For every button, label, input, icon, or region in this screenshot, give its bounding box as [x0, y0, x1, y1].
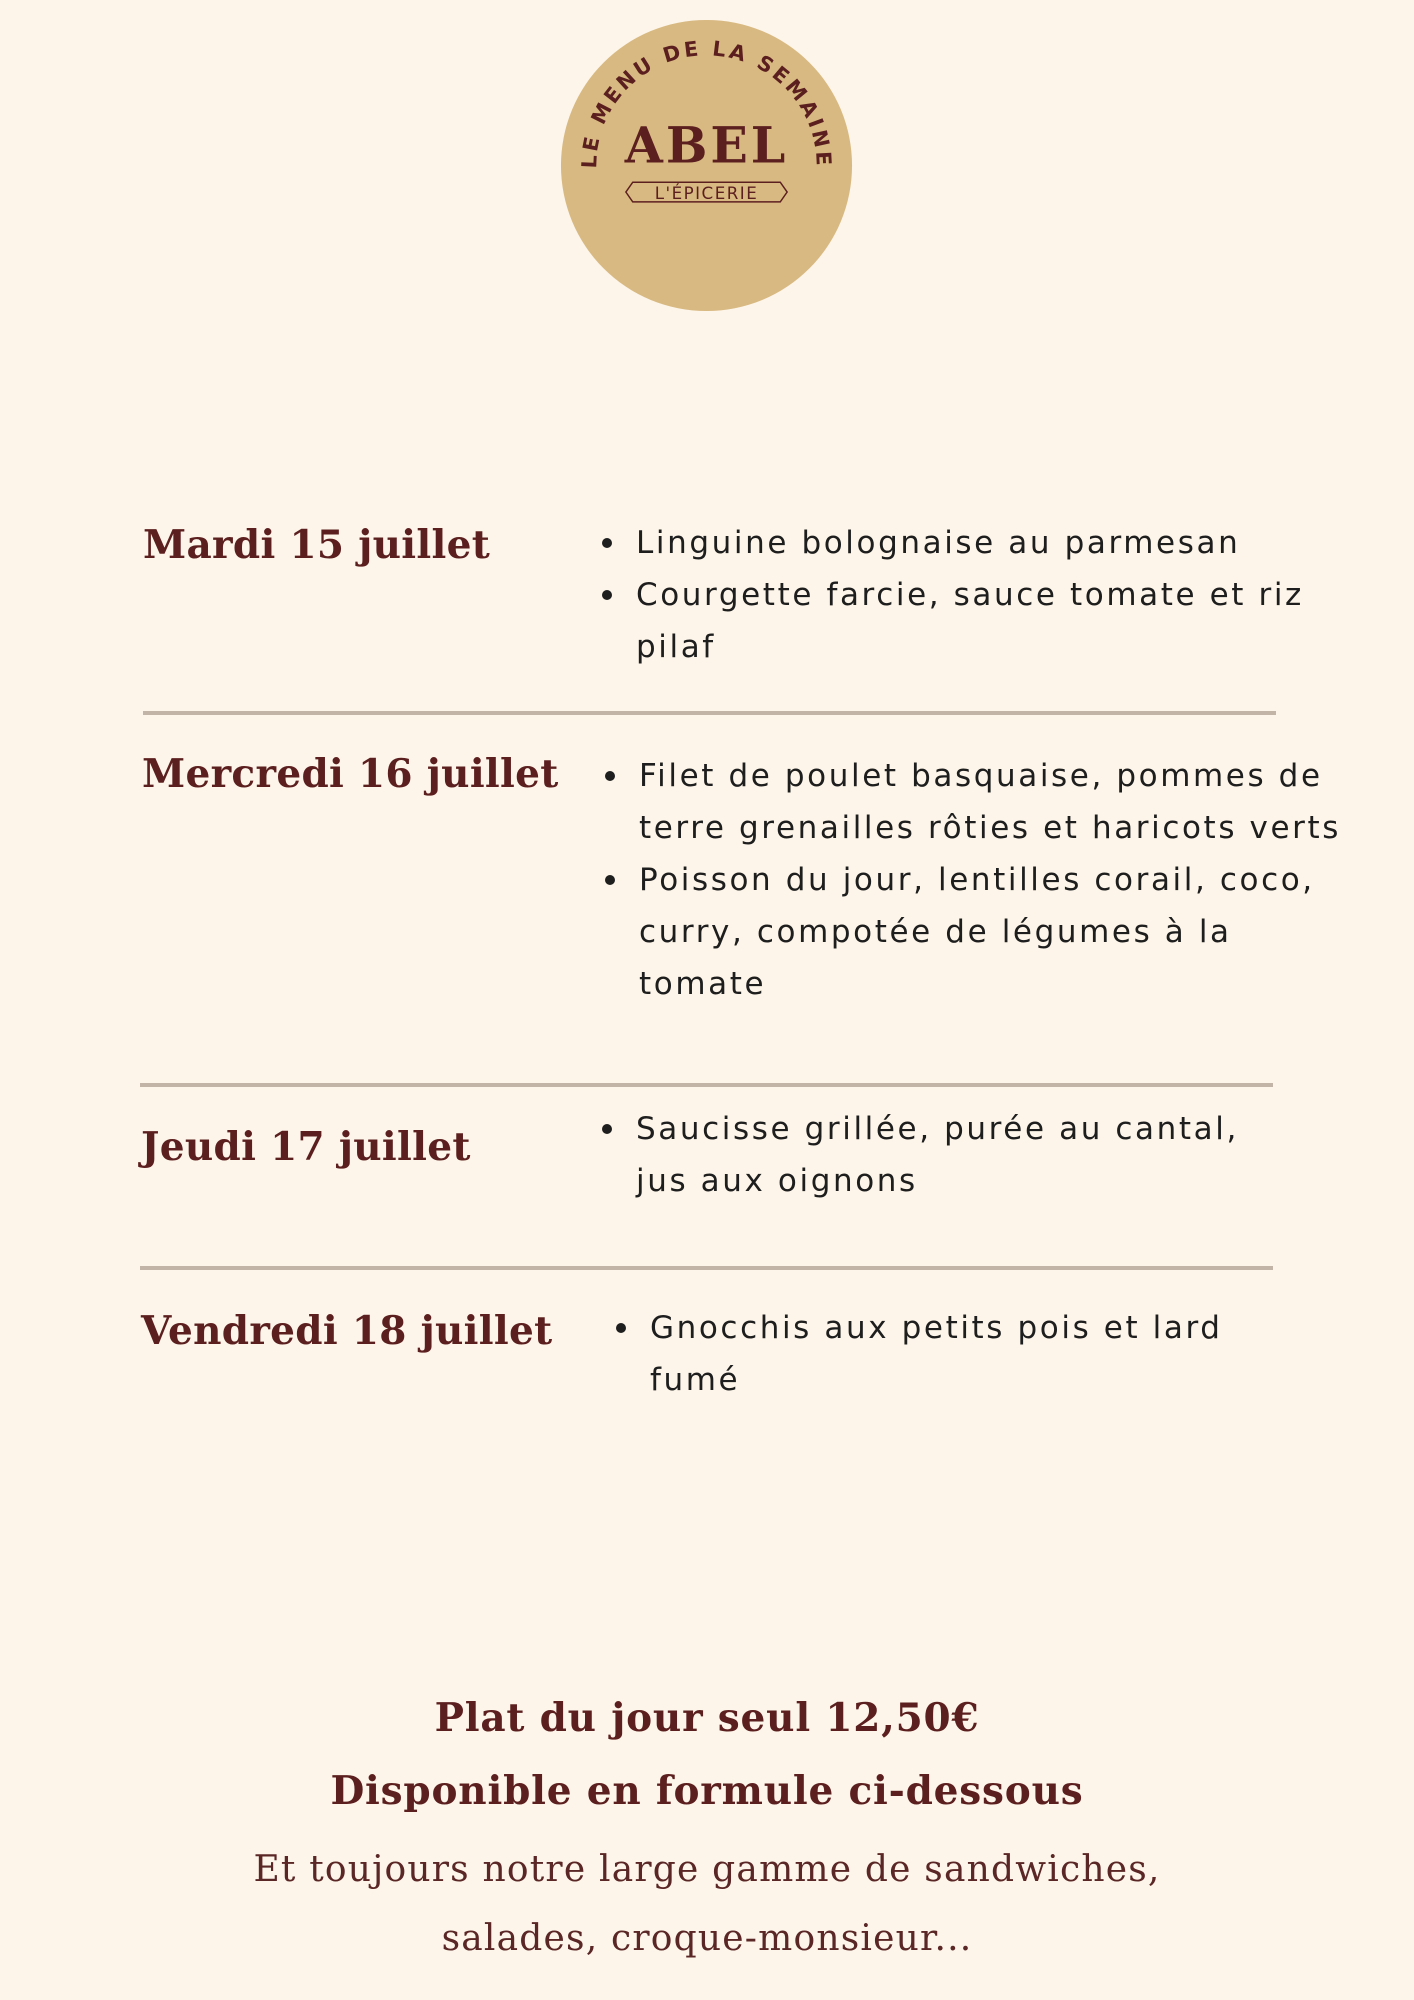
- day-friday: Vendredi 18 juillet: [141, 1308, 553, 1354]
- day-thursday: Jeudi 17 juillet: [141, 1124, 471, 1170]
- logo-arc-text: LE MENU DE LA SEMAINE: [577, 36, 836, 169]
- dish-item: Courgette farcie, sauce tomate et riz pilaf: [600, 569, 1330, 673]
- dish-item: Gnocchis aux petits pois et lard fumé: [614, 1302, 1264, 1406]
- divider: [140, 1083, 1273, 1087]
- logo-svg: [559, 18, 854, 313]
- logo-brand: ABEL: [624, 116, 789, 175]
- price-line: Plat du jour seul 12,50€: [434, 1695, 980, 1741]
- dish-list-wednesday: [603, 750, 1355, 1010]
- day-tuesday: Mardi 15 juillet: [143, 522, 491, 568]
- formula-line: Disponible en formule ci-dessous: [330, 1768, 1084, 1814]
- dish-list-thursday: [600, 1103, 1280, 1207]
- dish-list-tuesday: [600, 517, 1330, 673]
- dish-list-friday: [614, 1302, 1264, 1406]
- note-line-1: Et toujours notre large gamme de sandwiches,: [253, 1849, 1161, 1890]
- day-wednesday: Mercredi 16 juillet: [142, 751, 559, 797]
- divider: [143, 711, 1276, 715]
- divider: [140, 1266, 1273, 1270]
- logo-subtitle: L'ÉPICERIE: [654, 182, 759, 203]
- dish-item: Filet de poulet basquaise, pommes de terre grenailles rôties et haricots verts: [603, 750, 1355, 854]
- dish-item: Poisson du jour, lentilles corail, coco, curry, compotée de légumes à la tomate: [603, 854, 1355, 1010]
- logo-badge: [559, 18, 854, 313]
- dish-item: Saucisse grillée, purée au cantal, jus aux oignons: [600, 1103, 1280, 1207]
- note-line-2: salades, croque-monsieur...: [441, 1918, 973, 1959]
- dish-item: Linguine bolognaise au parmesan: [600, 517, 1330, 569]
